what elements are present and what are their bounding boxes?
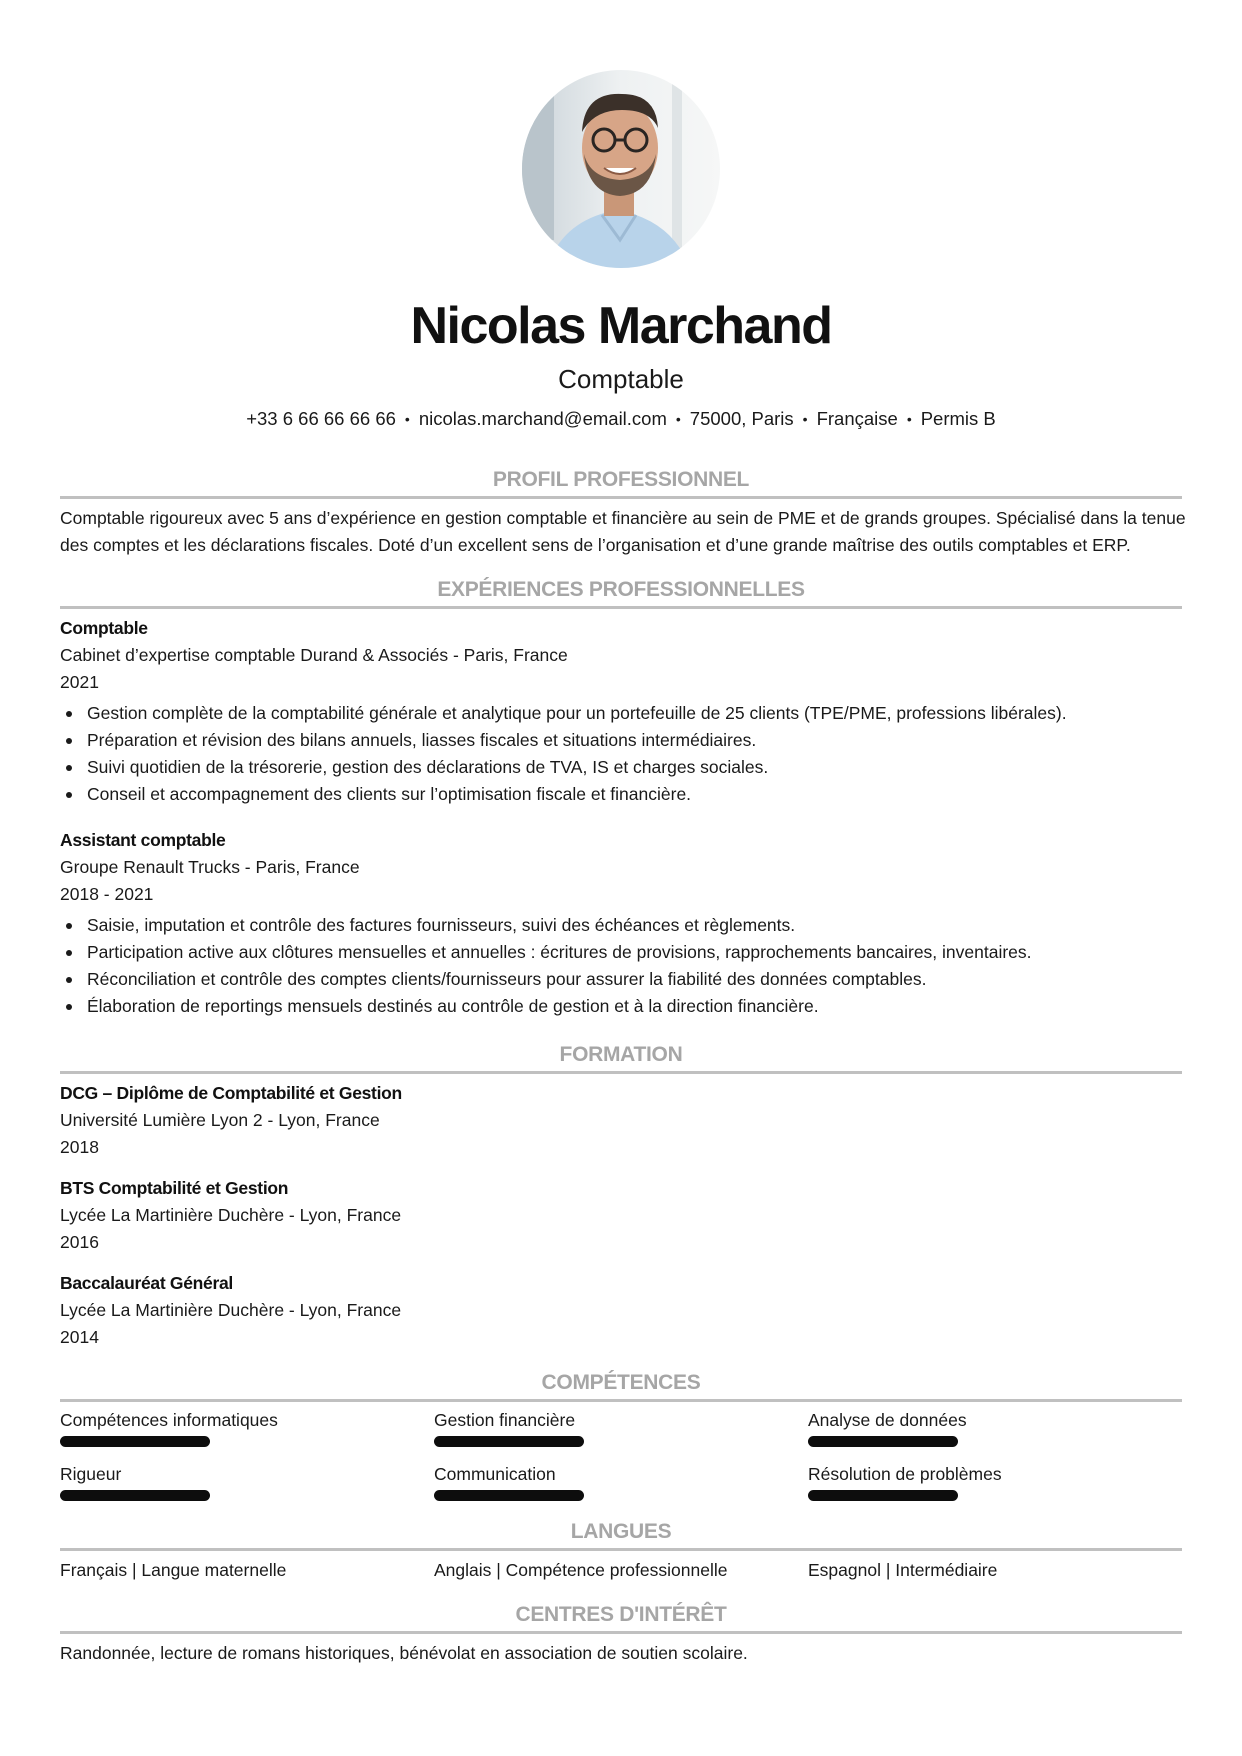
section-rule	[60, 1631, 1182, 1634]
skill-bar	[434, 1490, 584, 1501]
candidate-name: Nicolas Marchand	[410, 297, 832, 355]
section-rule	[60, 606, 1182, 609]
skill-label: Rigueur	[60, 1464, 122, 1484]
skill-bar	[434, 1436, 584, 1447]
portrait-image	[522, 70, 720, 268]
skill-bar	[808, 1490, 958, 1501]
skill-label: Résolution de problèmes	[808, 1464, 1002, 1484]
language-item: Espagnol | Intermédiaire	[808, 1560, 998, 1580]
interests-text: Randonnée, lecture de romans historiques, bénévolat en association de soutien scolaire.	[60, 1643, 748, 1663]
skill-bar	[808, 1436, 958, 1447]
skill-bar	[60, 1436, 210, 1447]
list-item: Saisie, imputation et contrôle des factures fournisseurs, suivi des échéances et règlements.	[60, 912, 1032, 939]
job-bullets	[60, 912, 1032, 1020]
degree-school: Lycée La Martinière Duchère - Lyon, France	[60, 1205, 402, 1225]
contact-line	[0, 408, 1242, 430]
job-role: Assistant comptable	[60, 830, 226, 850]
skill-label: Gestion financière	[434, 1410, 576, 1430]
skill-bar	[60, 1490, 210, 1501]
list-item: Participation active aux clôtures mensuelles et annuelles : écritures de provisions, rapprochements bancaires, inventaires.	[60, 939, 1032, 966]
section-title-profile: PROFIL PROFESSIONNEL	[492, 468, 750, 491]
section-rule	[60, 1399, 1182, 1402]
separator-dot: •	[675, 411, 681, 427]
list-item: Préparation et révision des bilans annuels, liasses fiscales et situations intermédiaires.	[60, 727, 1067, 754]
driving-license: Permis B	[920, 408, 996, 429]
profile-line: Comptable rigoureux avec 5 ans d’expérience en gestion comptable et financière au sein de PME et de grands groupes. Spécialisé dans la tenue	[60, 508, 1186, 528]
list-item: Suivi quotidien de la trésorerie, gestion des déclarations de TVA, IS et charges sociales.	[60, 754, 1067, 781]
list-item: Élaboration de reportings mensuels destinés au contrôle de gestion et à la direction financière.	[60, 993, 1032, 1020]
job-role: Comptable	[60, 618, 148, 638]
section-title-education: FORMATION	[559, 1043, 683, 1066]
degree-year: 2018	[60, 1137, 99, 1157]
degree-school: Lycée La Martinière Duchère - Lyon, France	[60, 1300, 402, 1320]
nationality: Française	[816, 408, 898, 429]
email-address[interactable]: nicolas.marchand@email.com	[418, 408, 667, 429]
job-company: Groupe Renault Trucks - Paris, France	[60, 857, 360, 877]
language-item: Français | Langue maternelle	[60, 1560, 287, 1580]
list-item: Gestion complète de la comptabilité générale et analytique pour un portefeuille de 25 clients (TPE/PME, professions libérales).	[60, 700, 1067, 727]
phone-number: +33 6 66 66 66 66	[246, 408, 396, 429]
section-title-interests: CENTRES D'INTÉRÊT	[515, 1603, 727, 1626]
degree-year: 2014	[60, 1327, 99, 1347]
job-dates: 2021	[60, 672, 99, 692]
section-title-skills: COMPÉTENCES	[541, 1371, 701, 1394]
separator-dot: •	[404, 411, 410, 427]
separator-dot: •	[906, 411, 912, 427]
section-title-languages: LANGUES	[570, 1520, 672, 1543]
list-item: Conseil et accompagnement des clients sur l’optimisation fiscale et financière.	[60, 781, 1067, 808]
degree-title: DCG – Diplôme de Comptabilité et Gestion	[60, 1083, 402, 1103]
job-bullets	[60, 700, 1067, 808]
section-rule	[60, 496, 1182, 499]
profile-photo	[522, 70, 720, 268]
list-item: Réconciliation et contrôle des comptes clients/fournisseurs pour assurer la fiabilité des données comptables.	[60, 966, 1032, 993]
language-item: Anglais | Compétence professionnelle	[434, 1560, 728, 1580]
degree-title: Baccalauréat Général	[60, 1273, 233, 1293]
degree-school: Université Lumière Lyon 2 - Lyon, France	[60, 1110, 380, 1130]
job-title: Comptable	[558, 364, 684, 394]
skill-label: Analyse de données	[808, 1410, 967, 1430]
section-title-experience: EXPÉRIENCES PROFESSIONNELLES	[437, 578, 805, 601]
section-rule	[60, 1071, 1182, 1074]
degree-year: 2016	[60, 1232, 99, 1252]
skill-label: Compétences informatiques	[60, 1410, 278, 1430]
degree-title: BTS Comptabilité et Gestion	[60, 1178, 289, 1198]
location: 75000, Paris	[689, 408, 794, 429]
job-company: Cabinet d’expertise comptable Durand & Associés - Paris, France	[60, 645, 568, 665]
profile-line: des comptes et les déclarations fiscales. Doté d’un excellent sens de l’organisation et d’une grande maîtrise des outils comptables et ERP.	[60, 535, 1131, 555]
skill-label: Communication	[434, 1464, 556, 1484]
section-rule	[60, 1548, 1182, 1551]
separator-dot: •	[802, 411, 808, 427]
job-dates: 2018 - 2021	[60, 884, 154, 904]
